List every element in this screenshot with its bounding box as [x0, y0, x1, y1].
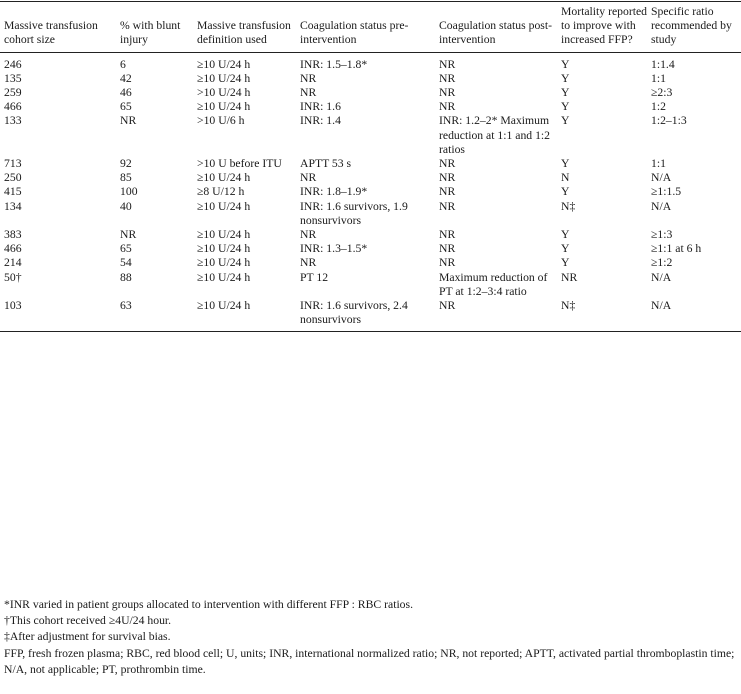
table-cell: 6 — [120, 57, 126, 71]
table-cell: 1:2–1:3 — [651, 114, 687, 128]
table-row — [0, 72, 741, 86]
table-cell: Y — [561, 100, 570, 114]
table-cell: >10 U before ITU — [197, 157, 282, 171]
table-cell: Y — [561, 157, 570, 171]
table-row — [0, 86, 741, 100]
table-cell: N‡ — [561, 199, 576, 213]
table-cell: 135 — [4, 71, 22, 85]
table-cell: NR — [300, 228, 317, 242]
table-cell: ≥1:3 — [651, 228, 673, 242]
table-cell: NR — [439, 199, 456, 213]
table-cell: 65 — [120, 242, 132, 256]
table-row — [0, 256, 741, 270]
table-row — [0, 299, 741, 332]
table-cell: ≥10 U/24 h — [197, 256, 251, 270]
table-cell: 46 — [120, 86, 132, 100]
table-row — [0, 52, 741, 72]
table-row — [0, 271, 741, 299]
table-cell: NR — [120, 228, 137, 242]
column-header: Massive transfusion definition used — [197, 2, 300, 53]
table-row — [0, 200, 741, 228]
table-cell: Maximum reduction of PT at 1:2–3:4 ratio — [439, 270, 548, 298]
table-cell: 214 — [4, 256, 22, 270]
table-row — [0, 185, 741, 199]
column-header: Mortality reported to improve with increased FFP? — [561, 2, 651, 53]
table-cell: >10 U/24 h — [197, 86, 251, 100]
table-cell: 246 — [4, 57, 22, 71]
table-cell: NR — [439, 71, 456, 85]
column-header: Specific ratio recommended by study — [651, 2, 741, 53]
table-cell: ≥10 U/24 h — [197, 228, 251, 242]
table-cell: 92 — [120, 157, 132, 171]
table-cell: NR — [439, 185, 456, 199]
table-cell: 100 — [120, 185, 138, 199]
table-cell: NR — [439, 86, 456, 100]
table-cell: ≥10 U/24 h — [197, 71, 251, 85]
table-cell: INR: 1.2–2* Maximum reduction at 1:1 and 1:2 ratios — [439, 114, 551, 156]
table-cell: 88 — [120, 270, 132, 284]
table-cell: INR: 1.8–1.9* — [300, 185, 368, 199]
footnote: ‡After adjustment for survival bias. — [4, 630, 171, 644]
table-cell: 50† — [4, 270, 22, 284]
table-cell: ≥8 U/12 h — [197, 185, 245, 199]
column-header: Massive transfusion cohort size — [0, 2, 120, 53]
table-cell: ≥10 U/24 h — [197, 100, 251, 114]
table-cell: INR: 1.5–1.8* — [300, 57, 368, 71]
table-cell: NR — [439, 299, 561, 332]
table-cell: APTT 53 s — [300, 157, 352, 171]
table-row — [0, 242, 741, 256]
table-cell: NR — [439, 57, 456, 71]
table-cell: NR — [561, 270, 578, 284]
table-cell: N/A — [651, 270, 672, 284]
table-cell: N‡ — [561, 299, 651, 332]
table-cell: ≥10 U/24 h — [197, 199, 251, 213]
table-cell: Y — [561, 86, 570, 100]
table-cell: N — [561, 171, 570, 185]
table-cell: 103 — [0, 299, 120, 332]
table-cell: NR — [439, 242, 456, 256]
table-cell: NR — [439, 171, 456, 185]
table-header-row — [0, 2, 741, 53]
table-cell: 42 — [120, 71, 132, 85]
column-header: Coagulation status post-intervention — [439, 2, 561, 53]
table-cell: 40 — [120, 199, 132, 213]
table-cell: 259 — [4, 86, 22, 100]
column-header: Coagulation status pre-intervention — [300, 2, 439, 53]
table-row — [0, 228, 741, 242]
table-cell: Y — [561, 256, 570, 270]
table-cell: Y — [561, 114, 570, 128]
table-cell: N/A — [651, 199, 672, 213]
table-cell: INR: 1.6 survivors, 1.9 nonsurvivors — [300, 199, 408, 227]
footnote: *INR varied in patient groups allocated to intervention with different FFP : RBC ratios. — [4, 598, 413, 611]
table-cell: Y — [561, 185, 570, 199]
table-cell: PT 12 — [300, 270, 329, 284]
table-cell: NR — [439, 157, 456, 171]
table-cell: 1:1 — [651, 157, 666, 171]
table-cell: Y — [561, 57, 570, 71]
table-cell: 466 — [4, 242, 22, 256]
table-cell: 65 — [120, 100, 132, 114]
table-cell: ≥1:1.5 — [651, 185, 682, 199]
table-cell: INR: 1.3–1.5* — [300, 242, 368, 256]
table-cell: INR: 1.6 survivors, 2.4 nonsurvivors — [300, 299, 439, 332]
table-cell: 383 — [4, 228, 22, 242]
footnote: FFP, fresh frozen plasma; RBC, red blood cell; U, units; INR, international normalized ratio; NR, not reported; APTT, activated partial thromboplastin time; N/A, not applicable; PT, prothrombin time. — [4, 646, 735, 676]
table-cell: ≥2:3 — [651, 86, 673, 100]
table-cell: N/A — [651, 299, 741, 332]
table-cell: NR — [300, 71, 317, 85]
table-row — [0, 157, 741, 171]
table-cell: Y — [561, 242, 570, 256]
table-cell: 133 — [4, 114, 22, 128]
table-cell: INR: 1.4 — [300, 114, 341, 128]
table-cell: ≥10 U/24 h — [197, 57, 251, 71]
table-cell: ≥10 U/24 h — [197, 242, 251, 256]
table-cell: 1:1 — [651, 71, 666, 85]
table-cell: NR — [120, 114, 137, 128]
table-cell: NR — [300, 171, 317, 185]
table-row — [0, 114, 741, 157]
table-cell: NR — [439, 228, 456, 242]
table-cell: N/A — [651, 171, 672, 185]
table-cell: 54 — [120, 256, 132, 270]
table-cell: NR — [300, 256, 317, 270]
table-cell: NR — [300, 86, 317, 100]
table-cell: 85 — [120, 171, 132, 185]
table-cell: 415 — [4, 185, 22, 199]
footnote: †This cohort received ≥4U/24 hour. — [4, 614, 172, 628]
table-footnotes — [4, 597, 739, 678]
table-cell: 713 — [4, 157, 22, 171]
table-cell: ≥10 U/24 h — [197, 171, 251, 185]
table-row — [0, 100, 741, 114]
table-cell: Y — [561, 228, 570, 242]
table-cell: INR: 1.6 — [300, 100, 341, 114]
table-cell: Y — [561, 71, 570, 85]
table-cell: ≥1:2 — [651, 256, 673, 270]
column-header: % with blunt injury — [120, 2, 197, 53]
table-cell: 1:2 — [651, 100, 666, 114]
table-cell: >10 U/6 h — [197, 114, 245, 128]
table-cell: 250 — [4, 171, 22, 185]
table-cell: NR — [439, 100, 456, 114]
table-cell: ≥10 U/24 h — [197, 299, 300, 332]
transfusion-studies-table — [0, 1, 741, 332]
table-cell: ≥10 U/24 h — [197, 270, 251, 284]
table-cell: 134 — [4, 199, 22, 213]
table-cell: 63 — [120, 299, 197, 332]
table-cell: ≥1:1 at 6 h — [651, 242, 702, 256]
table-cell: NR — [439, 256, 456, 270]
table-row — [0, 171, 741, 185]
table-cell: 1:1.4 — [651, 57, 675, 71]
table-cell: 466 — [4, 100, 22, 114]
